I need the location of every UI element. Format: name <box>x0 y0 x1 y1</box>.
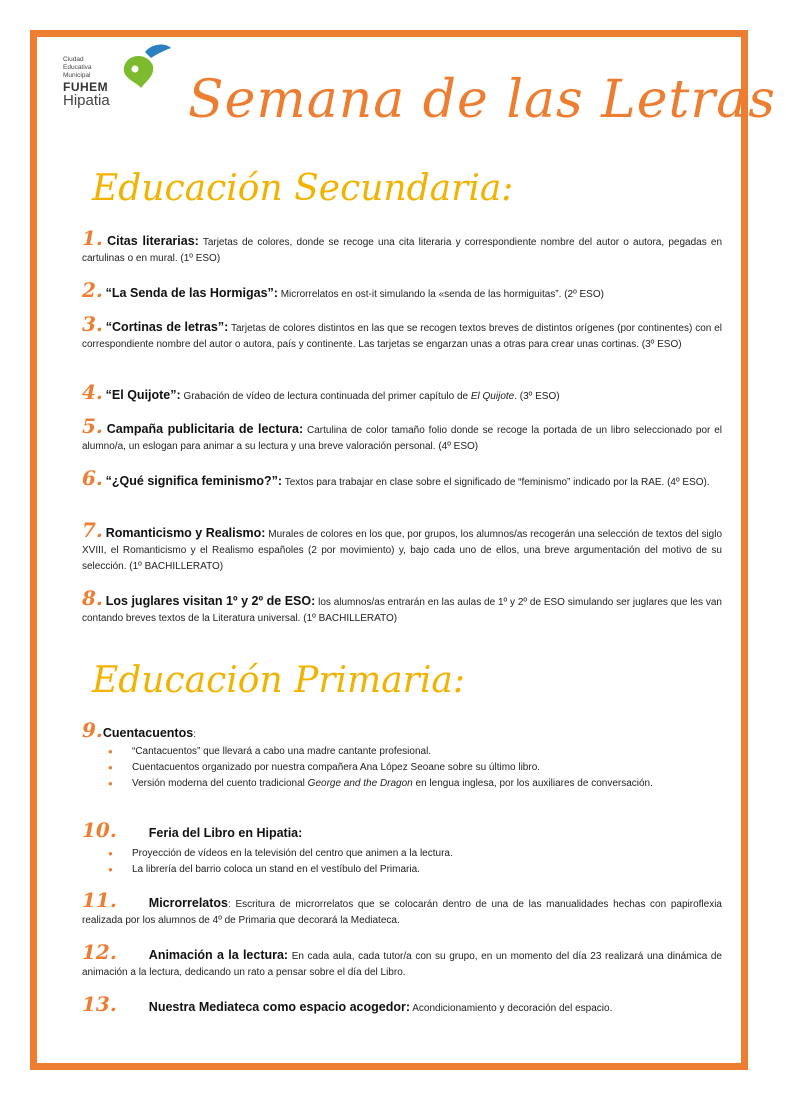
list-item: 5. Campaña publicitaria de lectura: Cartulina de color tamaño folio donde se recoge la portada de un libro seleccionado por el alumno/a, un eslogan para animar a su lectura y una breve valoración personal. (4º ESO) <box>82 414 722 452</box>
logo-mark-icon <box>115 42 173 94</box>
list-item: 2. “La Senda de las Hormigas”: Microrrelatos en ost-it simulando la «senda de las hormiguitas”. (2º ESO) <box>82 278 604 302</box>
list-item: 8. Los juglares visitan 1º y 2º de ESO: los alumnos/as entrarán en las aulas de 1º y 2º de ESO simulando ser juglares que les van contando breves textos de la Literatura universal. (1º BACHILLERATO) <box>82 586 722 624</box>
bullet-item: ● Proyección de vídeos en la televisión del centro que animen a la lectura. <box>108 846 722 862</box>
bullet-list <box>108 744 722 792</box>
logo-subtitle: Ciudad Educativa Municipal <box>63 56 92 79</box>
list-item: 3. “Cortinas de letras”: Tarjetas de colores distintos en las que se recogen textos breves de distintos orígenes (por continentes) con el correspondiente nombre del autor o autora, país y continente. Las tarjetas se engarzan unas a otras para crear unas cortinas. (3º ESO) <box>82 312 722 350</box>
secondary-heading: Educación Secundaria: <box>92 168 514 209</box>
bullet-list <box>108 846 722 878</box>
bullet-item: ● La librería del barrio coloca un stand en el vestíbulo del Primaria. <box>108 862 722 878</box>
primary-heading: Educación Primaria: <box>92 660 465 701</box>
list-item: 4. “El Quijote”: Grabación de vídeo de lectura continuada del primer capítulo de El Quijote. (3º ESO) <box>82 380 560 404</box>
list-item: 10. Feria del Libro en Hipatia: <box>82 818 303 842</box>
list-item: 1. Citas literarias: Tarjetas de colores, donde se recoge una cita literaria y correspondiente nombre del autor o autora, pegadas en cartulinas o en mural. (1º ESO) <box>82 226 723 264</box>
school-logo <box>63 42 173 109</box>
list-item: 12. Animación a la lectura: En cada aula, cada tutor/a con su grupo, en un momento del día 23 realizará una dinámica de animación a la lectura, dedicando un rato a pensar sobre el día del Libro. <box>82 940 722 978</box>
list-item: 7. Romanticismo y Realismo: Murales de colores en los que, por grupos, los alumnos/as recogerán una selección de textos del siglo XVIII, el Romanticismo y el Realismo españoles (2 por movimiento) y, bajo cada uno de ellos, una breve argumentación del motivo de su selección. (1º BACHILLERATO) <box>82 518 723 572</box>
list-item: 9.Cuentacuentos: <box>82 718 196 742</box>
bullet-item: ● Versión moderna del cuento tradicional George and the Dragon en lengua inglesa, por los auxiliares de conversación. <box>108 776 722 792</box>
list-item: 11. Microrrelatos: Escritura de microrrelatos que se colocarán dentro de una de las manualidades hechas con papiroflexia realizada por los alumnos de 4º de Primaria que decorará la Mediateca. <box>82 888 722 926</box>
bullet-item: ● Cuentacuentos organizado por nuestra compañera Ana López Seoane sobre su último libro. <box>108 760 722 776</box>
bullet-item: ● “Cantacuentos” que llevará a cabo una madre cantante profesional. <box>108 744 722 760</box>
logo-brand: FUHEM <box>63 80 109 94</box>
page-title: Semana de las Letras <box>188 70 776 130</box>
logo-name: Hipatia <box>63 92 110 109</box>
list-item: 13. Nuestra Mediateca como espacio acogedor: Acondicionamiento y decoración del espacio. <box>82 992 613 1016</box>
list-item: 6. “¿Qué significa feminismo?”: Textos para trabajar en clase sobre el significado de “feminismo” indicado por la RAE. (4º ESO). <box>82 466 710 490</box>
